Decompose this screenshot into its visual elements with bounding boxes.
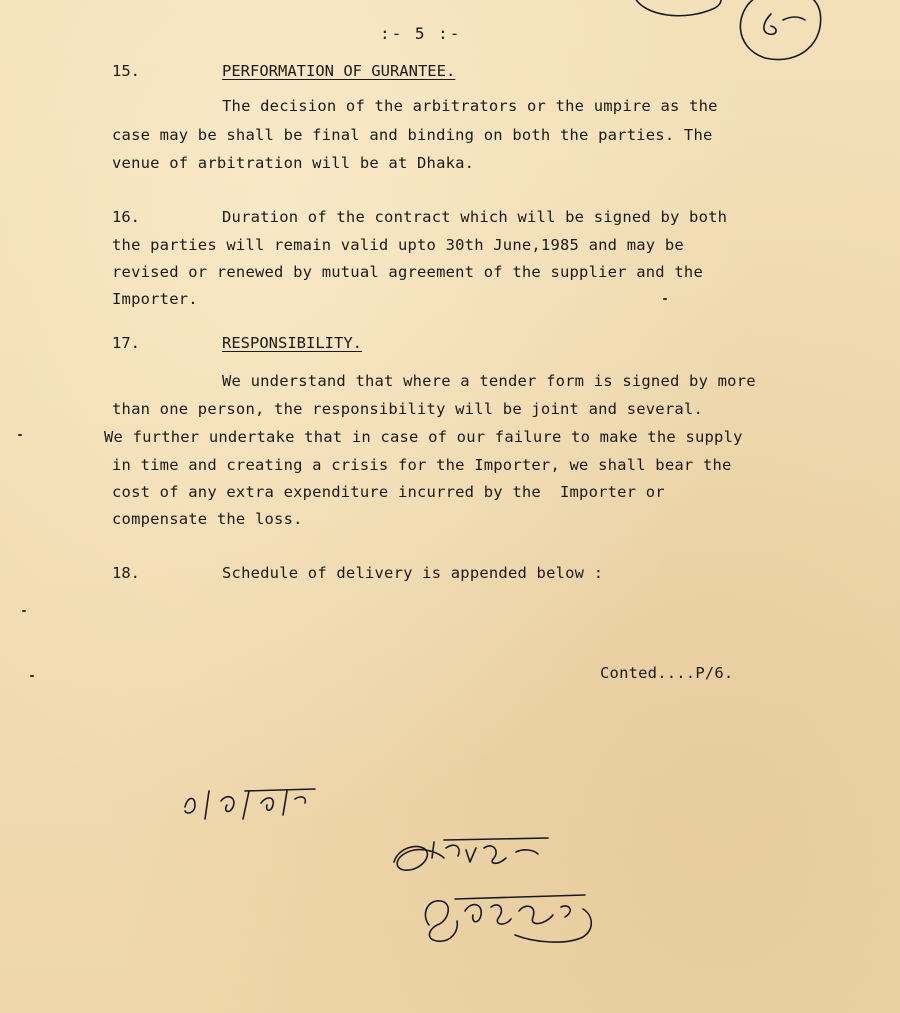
section-16-number: 16. <box>112 208 140 226</box>
section-18-number: 18. <box>112 564 140 582</box>
signature-1 <box>388 828 588 888</box>
section-16-line-1: Duration of the contract which will be signed by both <box>222 208 728 226</box>
section-15-heading: PERFORMATION OF GURANTEE. <box>222 62 456 80</box>
signature-2 <box>415 885 615 955</box>
corner-circle-mark-number <box>725 0 835 72</box>
continued-note: Conted....P/6. <box>600 664 734 682</box>
section-15-number: 15. <box>112 62 140 80</box>
section-17-line-3: We further undertake that in case of our failure to make the supply <box>104 428 743 446</box>
section-17-number: 17. <box>112 334 140 352</box>
section-17-line-4: in time and creating a crisis for the Importer, we shall bear the <box>112 456 732 474</box>
section-15-line-3: venue of arbitration will be at Dhaka. <box>112 154 475 172</box>
handwritten-note <box>175 775 325 825</box>
section-16-line-2: the parties will remain valid upto 30th June,1985 and may be <box>112 236 684 254</box>
paper-speck <box>663 298 667 300</box>
section-17-line-1: We understand that where a tender form is signed by more <box>222 372 756 390</box>
paper-speck <box>18 434 22 436</box>
section-15-line-1: The decision of the arbitrators or the umpire as the <box>222 97 718 115</box>
page-number: :- 5 :- <box>380 24 462 43</box>
section-17-line-6: compensate the loss. <box>112 510 303 528</box>
section-15-line-2: case may be shall be final and binding on both the parties. The <box>112 126 713 144</box>
section-17-line-2: than one person, the responsibility will be joint and several. <box>112 400 703 418</box>
section-17-heading: RESPONSIBILITY. <box>222 334 362 352</box>
section-16-line-3: revised or renewed by mutual agreement of the supplier and the <box>112 263 703 281</box>
section-16-line-4: Importer. <box>112 290 198 308</box>
corner-circle-mark <box>625 0 735 30</box>
section-18-line-1: Schedule of delivery is appended below : <box>222 564 604 582</box>
paper-speck <box>22 610 26 612</box>
section-17-line-5: cost of any extra expenditure incurred by the Importer or <box>112 483 665 501</box>
paper-speck <box>30 675 34 677</box>
